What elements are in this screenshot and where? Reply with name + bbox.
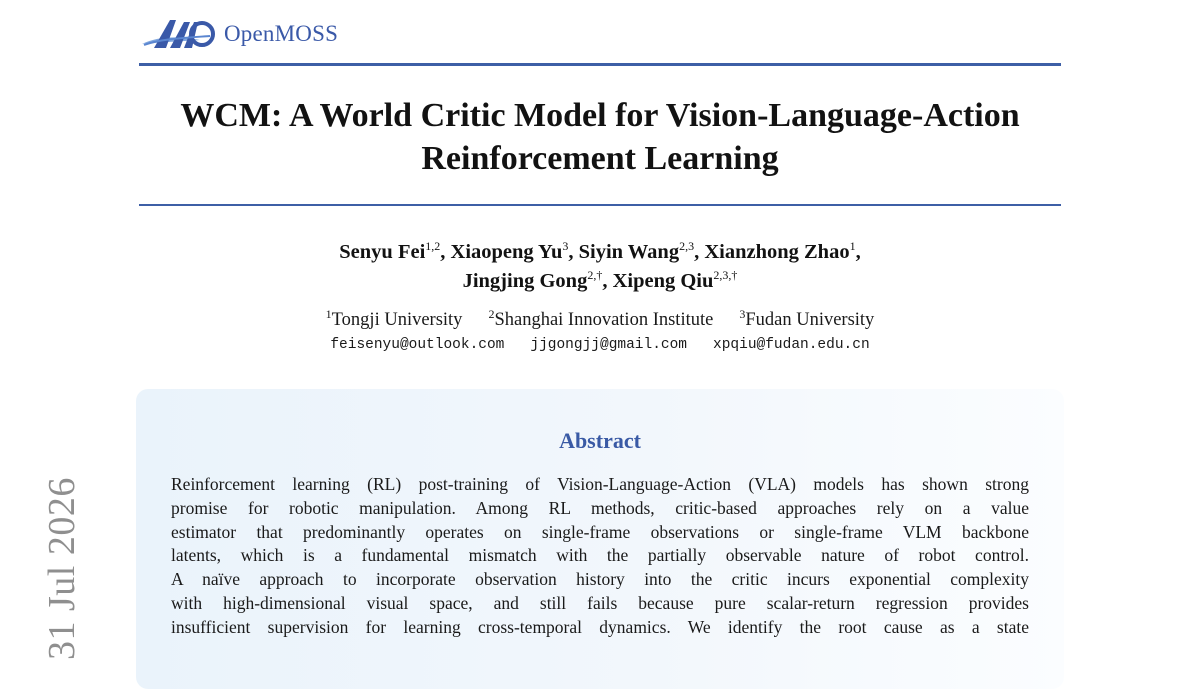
abstract-line: insufficient supervision for learning cross-temporal dynamics. We identify the root cause as a state bbox=[171, 616, 1029, 637]
affiliation-name: Shanghai Innovation Institute bbox=[494, 310, 714, 330]
affiliation-name: Fudan University bbox=[745, 310, 875, 330]
author-separator: , bbox=[855, 241, 861, 263]
title-divider bbox=[139, 204, 1061, 206]
affiliation-list bbox=[200, 306, 1000, 331]
author-name: Xipeng Qiu bbox=[612, 270, 714, 292]
abstract-heading: Abstract bbox=[559, 428, 641, 453]
abstract-line: A naïve approach to incorporate observation history into the critic incurs exponential complexity bbox=[171, 569, 1029, 590]
affiliation-name: Tongji University bbox=[331, 310, 463, 330]
author bbox=[704, 241, 860, 263]
author-name: Siyin Wang bbox=[578, 241, 680, 263]
author-separator: , bbox=[694, 241, 705, 263]
author-affiliation-marks: 3 bbox=[562, 239, 569, 254]
paper-title-line-2: Reinforcement Learning bbox=[421, 140, 779, 177]
affiliation-number: 3 bbox=[739, 306, 746, 321]
author bbox=[579, 241, 705, 263]
email-list bbox=[200, 337, 1000, 353]
author bbox=[451, 241, 579, 263]
header bbox=[140, 14, 338, 54]
author-affiliation-marks: 2,3,† bbox=[713, 268, 738, 283]
author-name: Senyu Fei bbox=[339, 241, 426, 263]
author-list bbox=[200, 238, 1000, 296]
openmoss-logo-icon bbox=[140, 14, 216, 54]
author-separator: , bbox=[602, 270, 613, 292]
abstract-line: Reinforcement learning (RL) post-training of Vision-Language-Action (VLA) models has shown strong bbox=[171, 474, 1029, 494]
header-divider bbox=[139, 63, 1061, 66]
brand-name: OpenMOSS bbox=[224, 21, 339, 46]
author bbox=[339, 241, 450, 263]
author-name: Jingjing Gong bbox=[462, 270, 588, 292]
abstract-line: promise for robotic manipulation. Among RL methods, critic-based approaches rely on a value bbox=[171, 497, 1029, 518]
author-affiliation-marks: 2,† bbox=[587, 268, 603, 283]
author-separator: , bbox=[568, 241, 579, 263]
paper-title-line-1: WCM: A World Critic Model for Vision-Language-Action bbox=[180, 97, 1020, 134]
affiliation bbox=[325, 306, 463, 330]
author-affiliation-marks: 1,2 bbox=[425, 239, 441, 254]
abstract-body bbox=[171, 473, 1029, 640]
author-separator: , bbox=[440, 241, 451, 263]
arxiv-date-stamp: 31 Jul 2026 bbox=[41, 477, 83, 660]
abstract-line: latents, which is a fundamental mismatch with the partially observable nature of robot control. bbox=[171, 545, 1029, 566]
affiliation-number: 1 bbox=[325, 306, 332, 321]
paper-title bbox=[120, 94, 1080, 180]
email-link[interactable]: xpqiu@fudan.edu.cn bbox=[713, 337, 870, 353]
author bbox=[613, 270, 738, 292]
author bbox=[463, 270, 613, 292]
author-name: Xiaopeng Yu bbox=[450, 241, 563, 263]
author-affiliation-marks: 2,3 bbox=[679, 239, 695, 254]
affiliation-number: 2 bbox=[488, 306, 495, 321]
affiliation bbox=[739, 306, 875, 330]
affiliation bbox=[488, 306, 714, 330]
abstract-line: with high-dimensional visual space, and still fails because pure scalar-return regression provides bbox=[171, 592, 1029, 613]
author-affiliation-marks: 1 bbox=[849, 239, 856, 254]
email-link[interactable]: jjgongjj@gmail.com bbox=[530, 337, 688, 353]
author-name: Xianzhong Zhao bbox=[704, 241, 850, 263]
abstract-line: estimator that predominantly operates on single-frame observations or single-frame VLM backbone bbox=[171, 521, 1029, 542]
email-link[interactable]: feisenyu@outlook.com bbox=[330, 337, 505, 353]
